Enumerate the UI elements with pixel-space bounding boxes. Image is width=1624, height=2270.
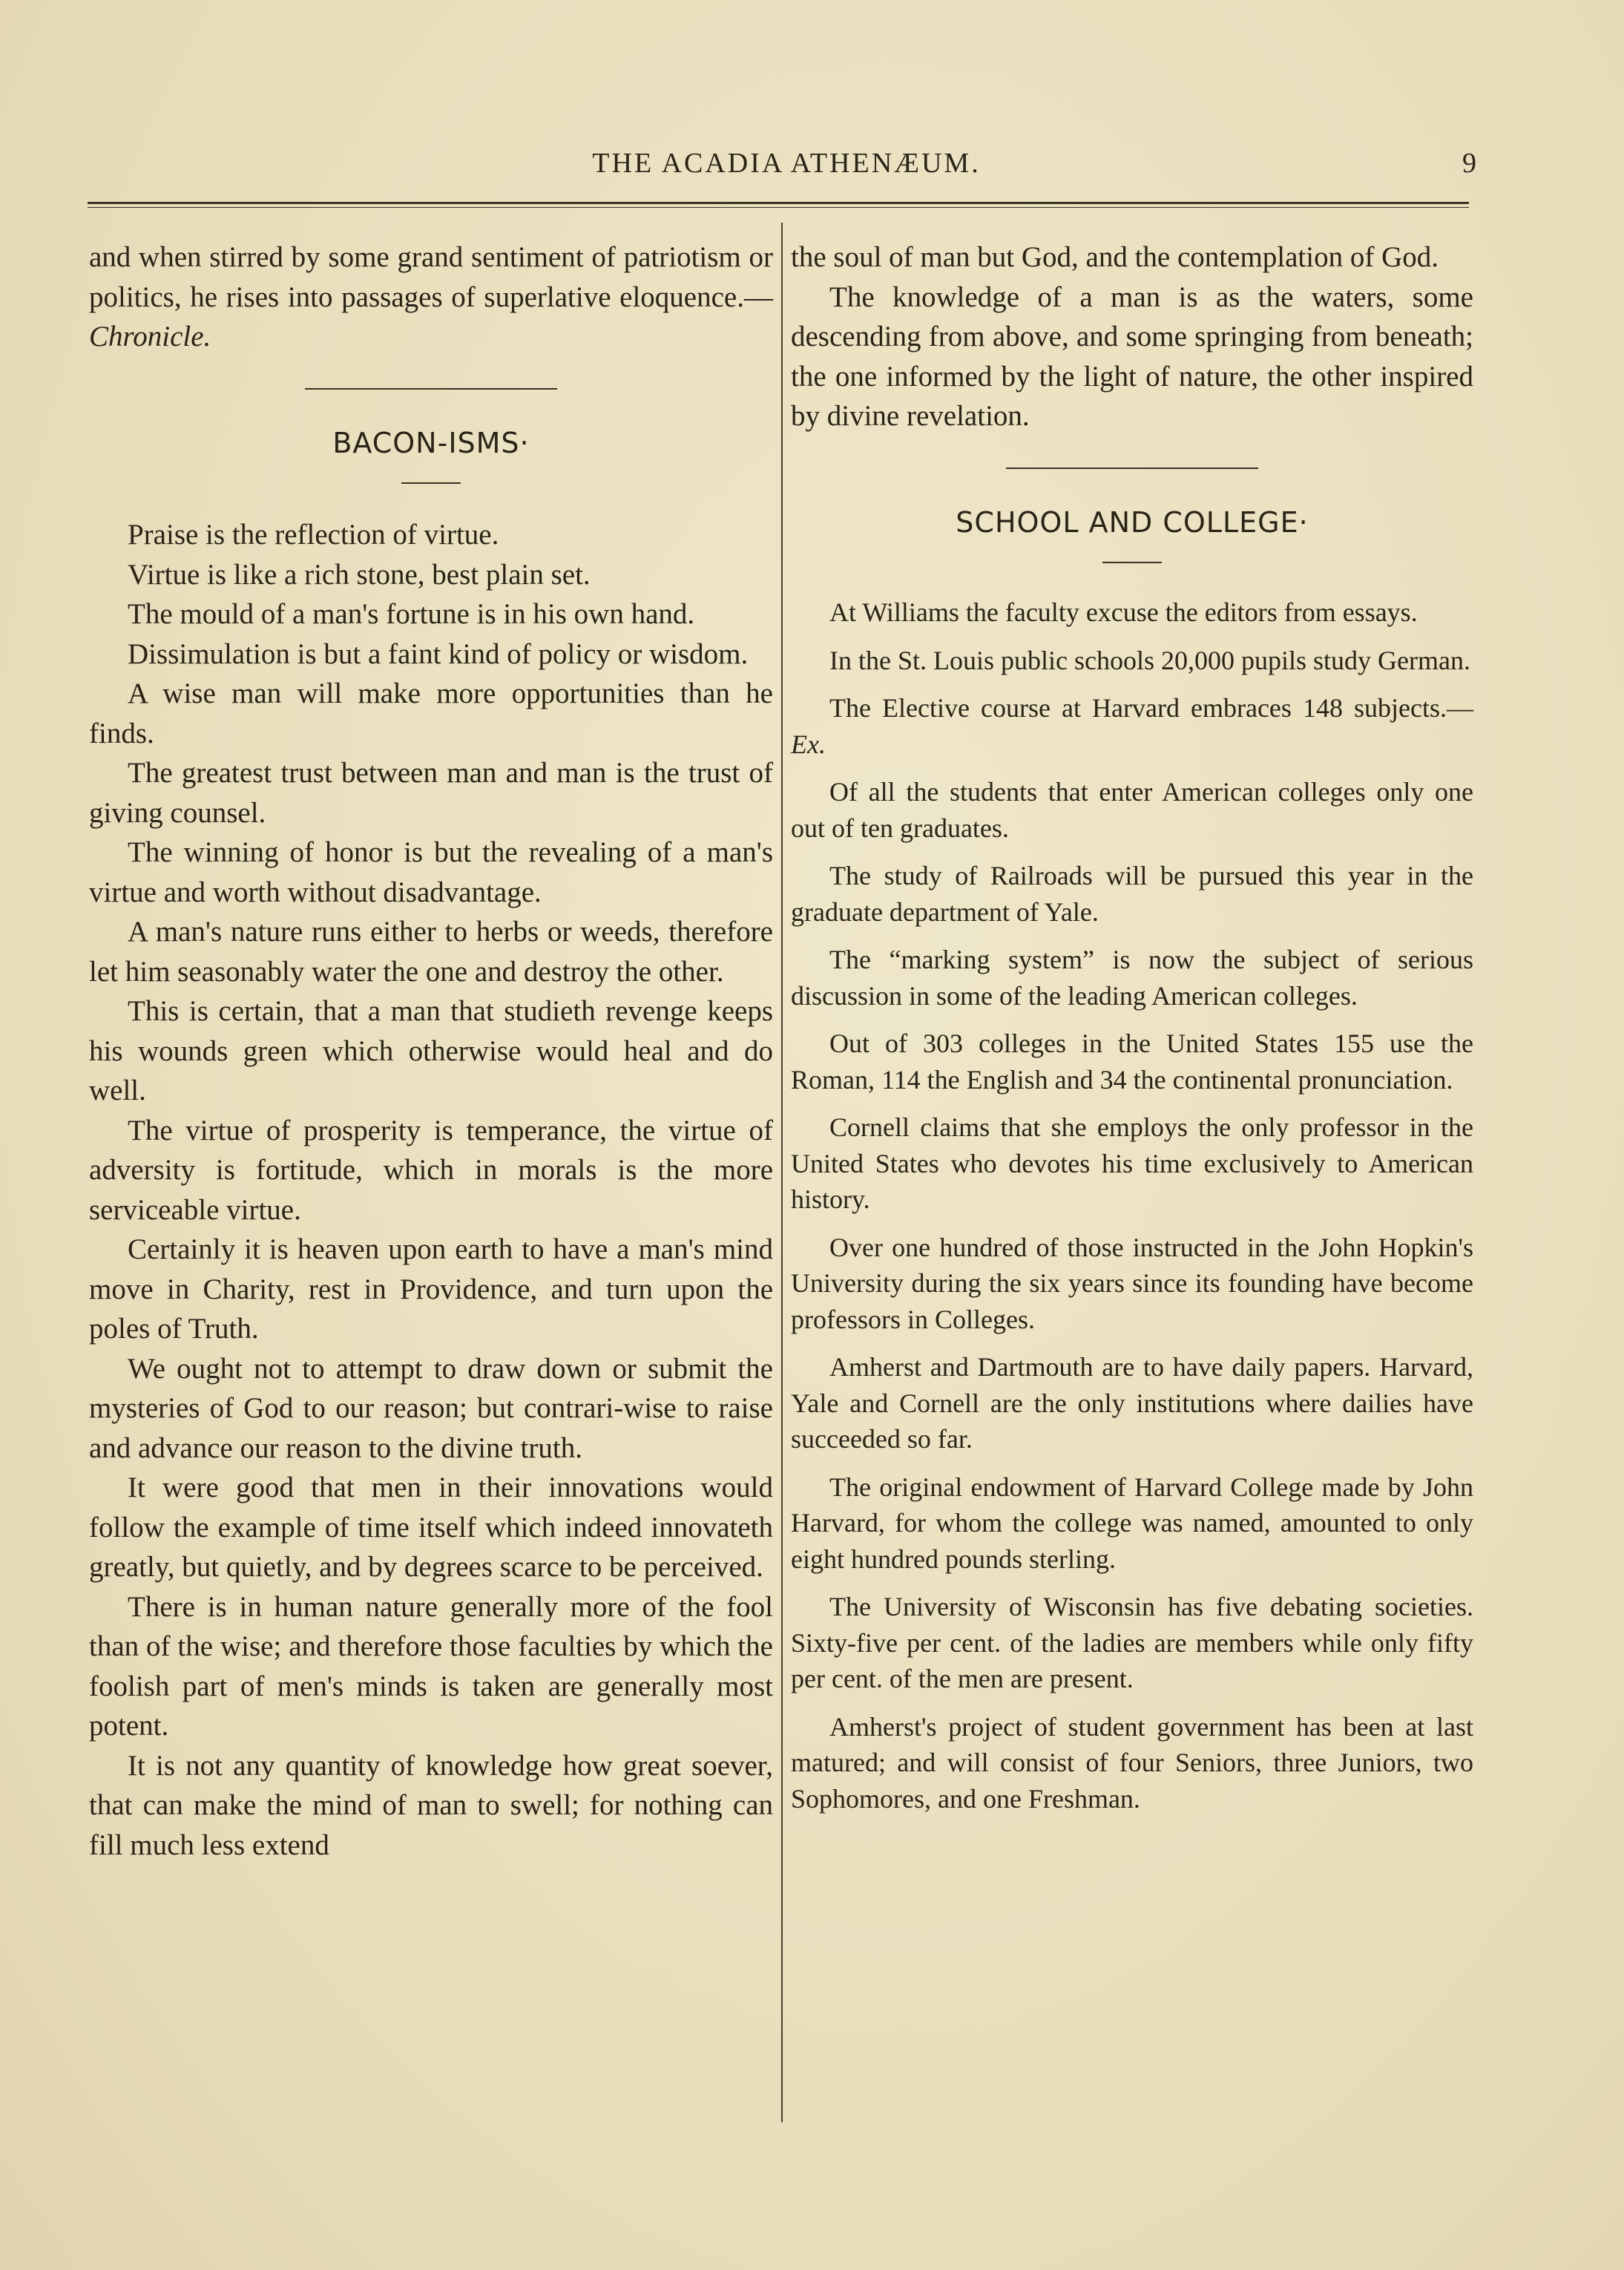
- section-rule: [1006, 468, 1258, 469]
- running-title: THE ACADIA ATHENÆUM.: [592, 148, 981, 179]
- list-item: [791, 690, 1473, 762]
- list-item: The knowledge of a man is as the waters, some descending from above, and some springing from beneath; the one informed by the light of nature, the other inspired by divine revelation.: [791, 281, 1473, 432]
- section-subrule: [401, 482, 461, 484]
- section-subrule: [1102, 562, 1162, 563]
- right-column: [791, 237, 1473, 1828]
- list-item: Praise is the reflection of virtue.: [128, 519, 499, 551]
- list-item: At Williams the faculty excuse the editors from essays.: [829, 597, 1418, 627]
- list-item: Dissimulation is but a faint kind of policy or wisdom.: [128, 637, 749, 670]
- item-text: The Elective course at Harvard embraces 148 subjects.—: [829, 693, 1473, 723]
- item-source: Ex.: [791, 729, 826, 759]
- section-rule: [305, 388, 557, 390]
- section-title-bacon: BACON-ISMS·: [332, 426, 530, 459]
- list-item: A wise man will make more opportunities than he finds.: [89, 678, 773, 749]
- intro-source: Chronicle.: [89, 321, 211, 352]
- list-item: Cornell claims that she employs the only professor in the United States who devotes his time exclusively to American history.: [791, 1112, 1473, 1214]
- page-number: 9: [1462, 148, 1476, 179]
- list-item: This is certain, that a man that studieth revenge keeps his wounds green which otherwise would heal and do well.: [89, 995, 773, 1106]
- list-item: The “marking system” is now the subject of serious discussion in some of the leading American colleges.: [791, 945, 1473, 1011]
- list-item: It is not any quantity of knowledge how great soever, that can make the mind of man to swell; for nothing can fill much less extend: [89, 1749, 773, 1861]
- list-item: There is in human nature generally more of the fool than of the wise; and therefore those faculties by which the foolish part of men's minds is taken are generally most potent.: [89, 1590, 773, 1742]
- list-item: The winning of honor is but the revealing of a man's virtue and worth without disadvantage.: [89, 836, 773, 908]
- list-item: It were good that men in their innovations would follow the example of time itself which indeed innovateth greatly, but quietly, and by degrees scarce to be perceived.: [89, 1472, 773, 1583]
- continuation-paragraph: the soul of man but God, and the contemplation of God.: [791, 241, 1439, 273]
- list-item: We ought not to attempt to draw down or submit the mysteries of God to our reason; but contrari-wise to raise and advance our reason to the divine truth.: [89, 1352, 773, 1464]
- page-header: [89, 147, 1484, 191]
- list-item: The study of Railroads will be pursued this year in the graduate department of Yale.: [791, 861, 1473, 927]
- column-divider: [781, 223, 783, 2122]
- list-item: In the St. Louis public schools 20,000 pupils study German.: [829, 645, 1470, 675]
- list-item: Out of 303 colleges in the United States 155 use the Roman, 114 the English and 34 the continental pronunciation.: [791, 1029, 1473, 1095]
- school-list: [791, 594, 1473, 1817]
- list-item: Of all the students that enter American colleges only one out of ten graduates.: [791, 777, 1473, 843]
- list-item: Certainly it is heaven upon earth to have a man's mind move in Charity, rest in Providence, and turn upon the poles of Truth.: [89, 1233, 773, 1345]
- list-item: Virtue is like a rich stone, best plain set.: [128, 558, 591, 591]
- list-item: The greatest trust between man and man is the trust of giving counsel.: [89, 757, 773, 829]
- list-item: A man's nature runs either to herbs or weeds, therefore let him seasonably water the one and destroy the other.: [89, 916, 773, 988]
- list-item: The original endowment of Harvard College made by John Harvard, for whom the college was named, amounted to only eight hundred pounds sterling.: [791, 1472, 1473, 1574]
- list-item: Over one hundred of those instructed in the John Hopkin's University during the six years since its founding have become professors in Colleges.: [791, 1232, 1473, 1334]
- intro-text: and when stirred by some grand sentiment of patriotism or politics, he rises into passages of superlative eloquence.—: [89, 241, 773, 313]
- intro-paragraph: [89, 237, 773, 357]
- bacon-list: [89, 515, 773, 1865]
- list-item: Amherst and Dartmouth are to have daily papers. Harvard, Yale and Cornell are the only institutions where dailies have succeeded so far.: [791, 1352, 1473, 1454]
- header-double-rule: [88, 202, 1469, 208]
- section-title-school: SCHOOL AND COLLEGE·: [956, 505, 1309, 539]
- list-item: Amherst's project of student government has been at last matured; and will consist of four Seniors, three Juniors, two Sophomores, and one Freshman.: [791, 1711, 1473, 1814]
- list-item: The University of Wisconsin has five debating societies. Sixty-five per cent. of the ladies are members while only fifty per cent. of the men are present.: [791, 1592, 1473, 1693]
- list-item: The mould of a man's fortune is in his own hand.: [128, 598, 695, 630]
- left-column: [89, 237, 773, 1865]
- list-item: The virtue of prosperity is temperance, the virtue of adversity is fortitude, which in morals is the more serviceable virtue.: [89, 1114, 773, 1226]
